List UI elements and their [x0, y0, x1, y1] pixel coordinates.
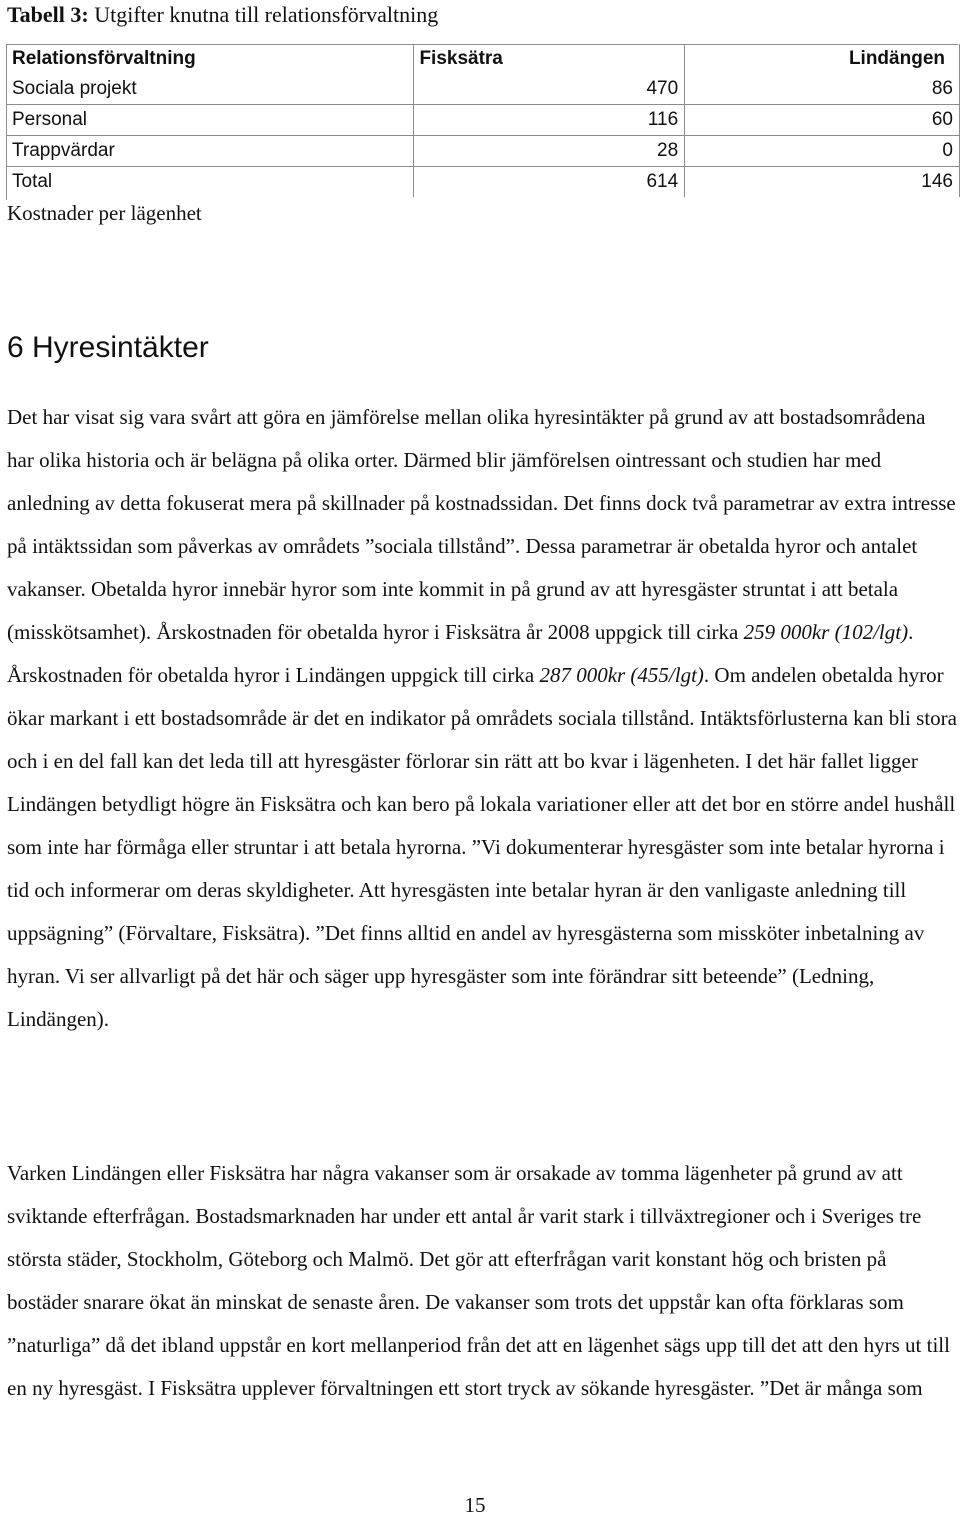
table-caption-text: Utgifter knutna till relationsförvaltning [94, 2, 439, 27]
table-header-row [6, 44, 960, 74]
column-header-lindangen: Lindängen [685, 44, 960, 74]
lindangen-value: 0 [685, 136, 960, 167]
body-paragraph-1 [7, 396, 957, 1041]
italic-figure-fisksatra: 259 000kr (102/lgt) [743, 620, 909, 644]
fisksatra-value: 614 [414, 167, 685, 198]
table-caption [7, 0, 438, 30]
table-row [6, 136, 960, 167]
column-header-fisksatra: Fisksätra [414, 44, 685, 74]
row-label: Trappvärdar [6, 136, 414, 167]
fisksatra-value: 470 [414, 74, 685, 105]
paragraph-text: . Årskostnaden för obetalda hyror i Lindängen uppgick till cirka [7, 620, 914, 687]
row-label: Total [6, 167, 414, 198]
lindangen-value: 146 [685, 167, 960, 198]
section-heading: 6 Hyresintäkter [7, 331, 209, 364]
table-top-border [6, 44, 958, 45]
body-paragraph-2: Varken Lindängen eller Fisksätra har några vakanser som är orsakade av tomma lägenheter på grund av att sviktande efterfrågan. Bostadsmarknaden har under ett antal år varit stark i tillväxtregioner och i Sveriges tre största städer, Stockholm, Göteborg och Malmö. Det gör att efterfrågan varit konstant hög och bristen på bostäder snarare ökat än minskat de senaste åren. De vakanser som trots det uppstår kan ofta förklaras som ”naturliga” då det ibland uppstår en kort mellanperiod från det att en lägenhet sägs upp till det att den hyrs ut till en ny hyresgäst. I Fisksätra upplever förvaltningen ett stort tryck av sökande hyresgäster. ”Det är många som [7, 1161, 950, 1400]
lindangen-value: 86 [685, 74, 960, 105]
column-header-relationsforvaltning: Relationsförvaltning [6, 44, 414, 74]
fisksatra-value: 116 [414, 105, 685, 136]
table-total-row [6, 167, 960, 198]
table-note: Kostnader per lägenhet [7, 201, 202, 225]
paragraph-text: . Om andelen obetalda hyror ökar markant i ett bostadsområde är det en indikator på områdets sociala tillstånd. Intäktsförlusterna kan bli stora och i en del fall kan det leda till att hyresgäster förlorar sin rätt att bo kvar i lägenheten. I det här fallet ligger Lindängen betydligt högre än Fisksätra och kan bero på lokala variationer eller att det bor en större andel hushåll som inte har förmåga eller struntar i att betala hyrorna. ”Vi dokumenterar hyresgäster som inte betalar hyrorna i tid och informerar om deras skyldigheter. Att hyresgästen inte betalar hyran är den vanligaste anledning till uppsägning” (Förvaltare, Fisksätra). ”Det finns alltid en andel av hyresgästerna som missköter inbetalning av hyran. Vi ser allvarligt på det här och säger upp hyresgäster som inte förändrar sitt beteende” (Ledning, Lindängen). [7, 663, 957, 1031]
table-row [6, 105, 960, 136]
page-number: 15 [464, 1493, 486, 1517]
lindangen-value: 60 [685, 105, 960, 136]
paragraph-text: Det har visat sig vara svårt att göra en jämförelse mellan olika hyresintäkter på grund av att bostadsområdena har olika historia och är belägna på olika orter. Därmed blir jämförelsen ointressant och studien har med anledning av detta fokuserat mera på skillnader på kostnadssidan. Det finns dock två parametrar av extra intresse på intäktssidan som påverkas av områdets ”sociala tillstånd”. Dessa parametrar är obetalda hyror och antalet vakanser. Obetalda hyror innebär hyror som inte kommit in på grund av att hyresgäster struntat i att betala (misskötsamhet). Årskostnaden för obetalda hyror i Fisksätra år 2008 uppgick till cirka [7, 405, 956, 644]
table-row [6, 74, 960, 105]
fisksatra-value: 28 [414, 136, 685, 167]
italic-figure-lindangen: 287 000kr (455/lgt) [539, 663, 704, 687]
row-label: Sociala projekt [6, 74, 414, 105]
expenses-table [6, 44, 960, 197]
table-caption-label: Tabell 3: [7, 2, 89, 27]
row-label: Personal [6, 105, 414, 136]
table-left-border [6, 44, 7, 200]
